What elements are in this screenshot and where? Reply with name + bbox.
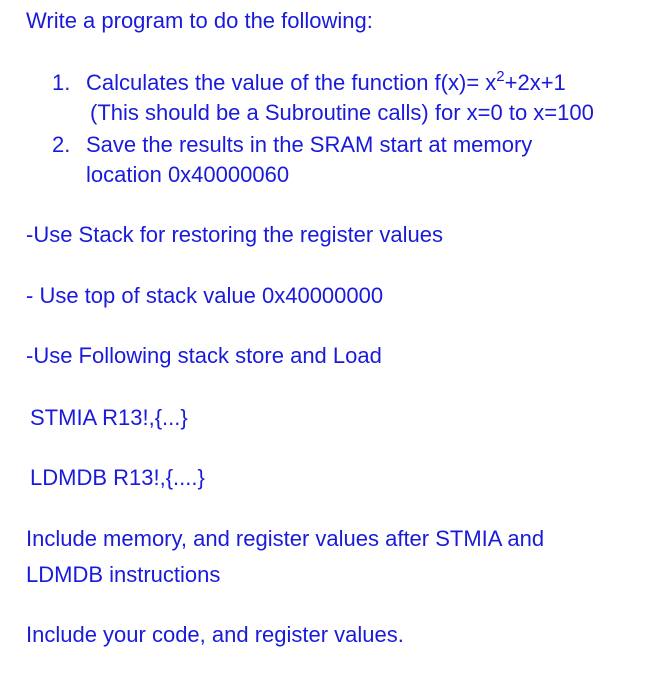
paragraph-stack-restore: -Use Stack for restoring the register values — [26, 222, 443, 247]
list-item-1 — [52, 68, 566, 98]
list-item-2-text: Save the results in the SRAM start at memory — [86, 132, 533, 157]
list-item-2 — [52, 130, 532, 160]
paragraph-stack-store-load: -Use Following stack store and Load — [26, 343, 382, 368]
instruction-ldmdb: LDMDB R13!,{....} — [30, 465, 205, 490]
list-number: 1. — [52, 70, 71, 95]
paragraph-include-code: Include your code, and register values. — [26, 622, 404, 647]
instruction-stmia: STMIA R13!,{...} — [30, 405, 188, 430]
intro-text: Write a program to do the following: — [26, 8, 373, 33]
list-item-1-continuation: (This should be a Subroutine calls) for x=0 to x=100 — [90, 100, 594, 125]
function-text-prefix: Calculates the value of the function f(x)= x — [86, 70, 497, 95]
list-item-2-continuation: location 0x40000060 — [86, 162, 290, 187]
paragraph-stack-top: - Use top of stack value 0x40000000 — [26, 283, 384, 308]
exponent: 2 — [496, 68, 505, 85]
list-number: 2. — [52, 132, 71, 157]
paragraph-include-memory-line2: LDMDB instructions — [26, 562, 221, 587]
function-text-suffix: +2x+1 — [504, 70, 566, 95]
paragraph-include-memory-line1: Include memory, and register values after STMIA and — [26, 526, 545, 551]
